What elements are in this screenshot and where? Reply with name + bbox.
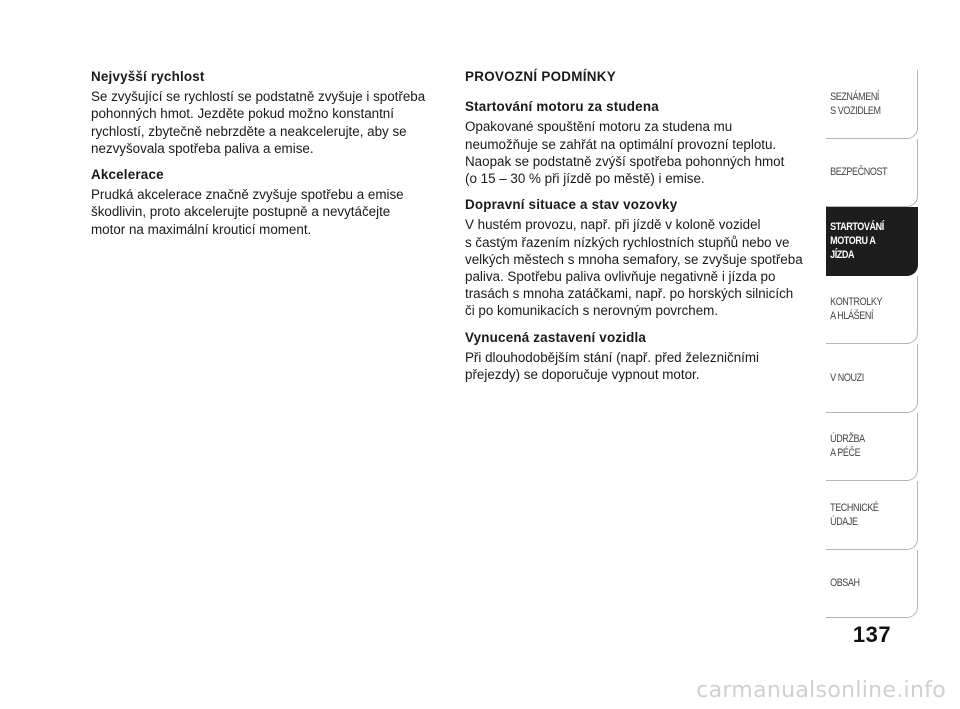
- tab-label: TECHNICKÉ ÚDAJE: [830, 501, 879, 528]
- tab-label: STARTOVÁNÍ MOTORU A JÍZDA: [830, 220, 884, 261]
- chapter-tabs: [826, 70, 918, 618]
- tab-v-nouzi[interactable]: [826, 344, 918, 413]
- section-text: Opakované spouštění motoru za studena mu neumožňuje se zahřát na optimální provozní teplotu. Naopak se podstatně zvýší spotřeba pohonných hmot (o 15 – 30 % při jízdě po městě) i emise.: [465, 119, 785, 187]
- section-heading: Dopravní situace a stav vozovky: [465, 197, 678, 213]
- section-cold-start: [465, 98, 810, 187]
- section-heading: Akcelerace: [91, 167, 164, 183]
- watermark: carmanualsonline.info: [696, 678, 946, 703]
- section-acceleration: [91, 166, 436, 238]
- tab-kontrolky[interactable]: [826, 276, 918, 345]
- section-traffic: [465, 196, 810, 319]
- tab-technicke-udaje[interactable]: [826, 481, 918, 550]
- section-text: Prudká akcelerace značně zvyšuje spotřebu a emise škodlivin, proto akcelerujte postupně a nevytáčejte motor na maximální krouticí moment.: [91, 187, 404, 237]
- page-number: 137: [852, 622, 892, 647]
- tab-bezpecnost[interactable]: [826, 139, 918, 208]
- tab-label: KONTROLKY A HLÁŠENÍ: [830, 296, 883, 323]
- tab-label: V NOUZI: [830, 371, 864, 384]
- tab-label: ÚDRŽBA A PÉČE: [830, 433, 865, 460]
- tab-seznameni[interactable]: [826, 70, 918, 139]
- section-heading: Vynucená zastavení vozidla: [465, 329, 647, 345]
- right-column: [465, 68, 810, 392]
- section-text: Při dlouhodobějším stání (např. před železničními přejezdy) se doporučuje vypnout motor.: [465, 349, 759, 383]
- tab-label: OBSAH: [830, 577, 860, 590]
- section-heading: Startování motoru za studena: [465, 99, 659, 115]
- tab-label: SEZNÁMENÍ S VOZIDLEM: [830, 90, 881, 117]
- left-column: [91, 68, 436, 247]
- section-max-speed: [91, 68, 436, 157]
- page-title: PROVOZNÍ PODMÍNKY: [465, 69, 616, 84]
- tab-udrzba[interactable]: [826, 413, 918, 482]
- section-heading: Nejvyšší rychlost: [91, 69, 205, 84]
- section-forced-stops: [465, 329, 810, 384]
- section-text: Se zvyšující se rychlostí se podstatně zvyšuje i spotřeba pohonných hmot. Jezděte pokud možno konstantní rychlostí, zbytečně nebrzděte a neakcelerujte, aby se nezvyšovala spotřeba paliva a emise.: [91, 89, 426, 156]
- tab-obsah[interactable]: [826, 550, 918, 619]
- section-text: V hustém provozu, např. při jízdě v koloně vozidel s častým řazením nízkých rychlostních stupňů nebo ve velkých městech s mnoha semafory, se zvyšuje spotřeba paliva. Spotřebu paliva ovlivňuje negativně i jízda po trasách s mnoha zatáčkami, např. po horských silnicích či po komunikacích s nerovným povrchem.: [465, 217, 803, 319]
- tab-startovani[interactable]: [826, 207, 918, 276]
- tab-label: BEZPEČNOST: [830, 166, 888, 179]
